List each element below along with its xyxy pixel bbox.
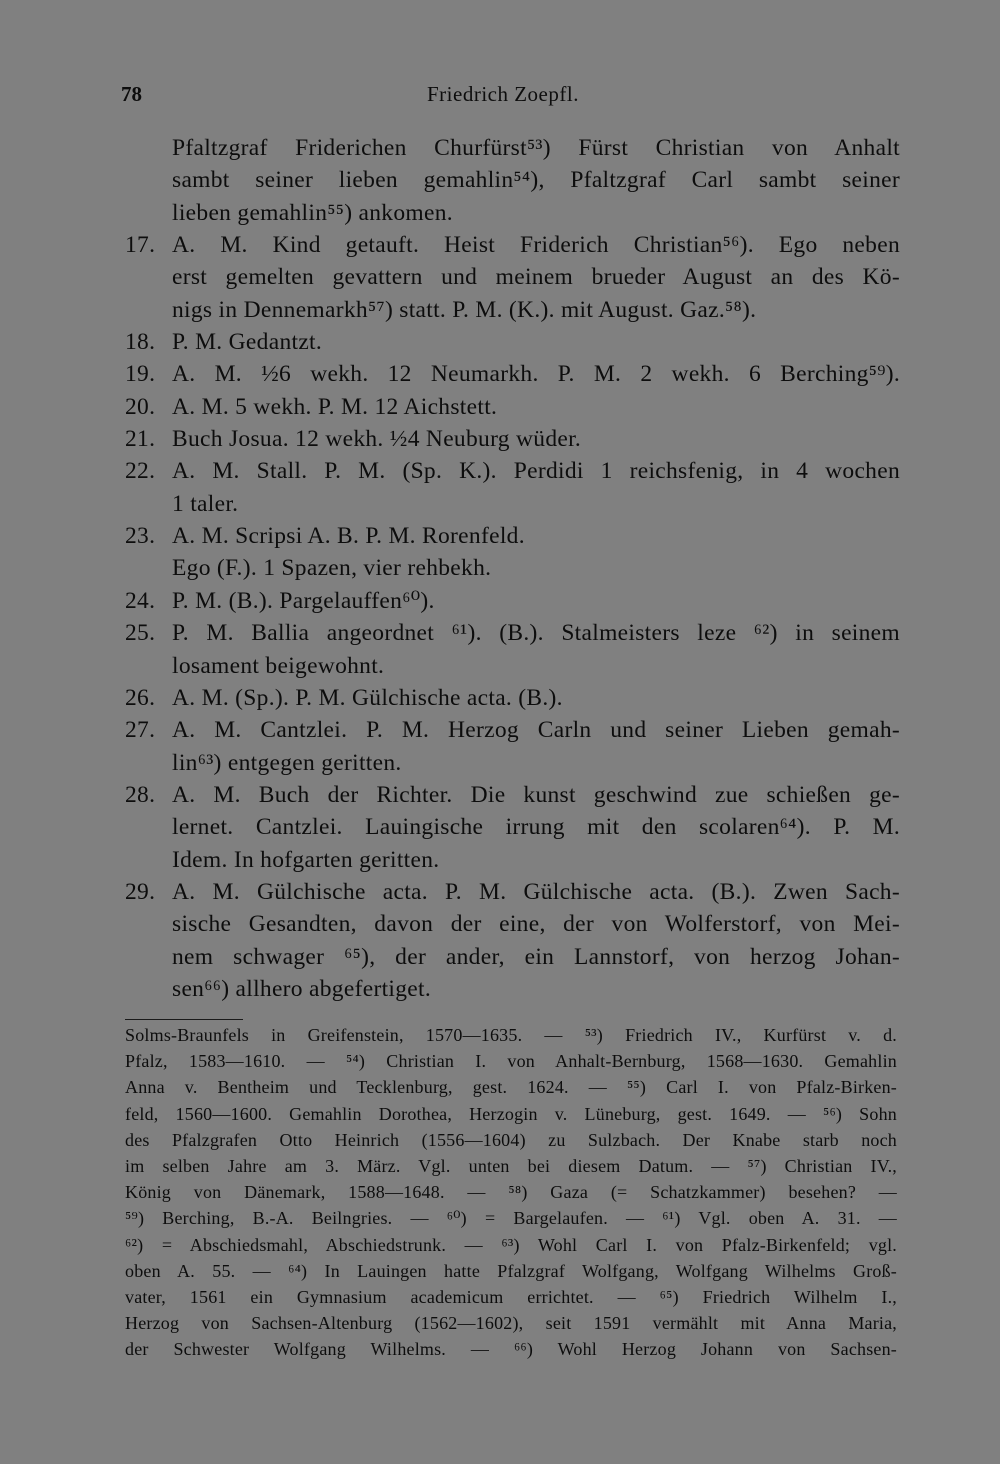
text-line: [125, 650, 900, 682]
footnote-rule: [125, 1019, 243, 1020]
footnote-line: oben A. 55. — ⁶⁴) In Lauingen hatte Pfalzgraf Wolfgang, Wolfgang Wilhelms Groß-: [125, 1260, 897, 1281]
footnotes: [125, 1022, 897, 1362]
line-text: A. M. Scripsi A. B. P. M. Rorenfeld.: [172, 523, 525, 550]
entry-day-number: 24.: [125, 587, 156, 614]
text-line: [125, 455, 900, 487]
line-text: lin⁶³) entgegen geritten.: [172, 749, 402, 776]
text-line: [125, 423, 900, 455]
entry-day-number: 18.: [125, 329, 156, 356]
footnote-line: Anna v. Bentheim und Tecklenburg, gest. 1624. — ⁵⁵) Carl I. von Pfalz-Birken-: [125, 1077, 897, 1098]
text-line: [125, 391, 900, 423]
footnote-line: ⁶²) = Abschiedsmahl, Abschiedstrunk. — ⁶³) Wohl Carl I. von Pfalz-Birkenfeld; vgl.: [125, 1234, 897, 1255]
line-text: Buch Josua. 12 wekh. ½4 Neuburg wüder.: [172, 426, 582, 453]
text-line: [125, 326, 900, 358]
line-text: A. M. Buch der Richter. Die kunst geschwind zue schießen ge-: [172, 781, 900, 808]
line-text: sische Gesandten, davon der eine, der von Wolferstorf, von Mei-: [172, 911, 900, 938]
footnote-line: Solms-Braunfels in Greifenstein, 1570—1635. — ⁵³) Friedrich IV., Kurfürst v. d.: [125, 1025, 897, 1045]
line-text: lieben gemahlin⁵⁵) ankomen.: [172, 199, 453, 226]
line-text: lernet. Cantzlei. Lauingische irrung mit den scolaren⁶⁴). P. M.: [172, 814, 900, 841]
text-line: [125, 779, 900, 811]
line-text: A. M. Cantzlei. P. M. Herzog Carln und seiner Lieben gemah-: [172, 717, 900, 744]
text-line: [125, 844, 900, 876]
text-line: [125, 617, 900, 649]
text-line: [125, 941, 900, 973]
line-text: P. M. Gedantzt.: [172, 329, 323, 356]
line-text: sambt seiner lieben gemahlin⁵⁴), Pfaltzgraf Carl sambt seiner: [172, 167, 900, 194]
footnote-line: vater, 1561 ein Gymnasium academicum errichtet. — ⁶⁵) Friedrich Wilhelm I.,: [125, 1286, 897, 1307]
footnote-line: feld, 1560—1600. Gemahlin Dorothea, Herzogin v. Lüneburg, gest. 1649. — ⁵⁶) Sohn: [125, 1103, 897, 1124]
line-text: erst gemelten gevattern und meinem brueder August an des Kö-: [172, 264, 900, 291]
text-line: [125, 585, 900, 617]
text-line: [125, 811, 900, 843]
entry-day-number: 20.: [125, 393, 156, 420]
line-text: A. M. (Sp.). P. M. Gülchische acta. (B.).: [172, 684, 563, 711]
line-text: Idem. In hofgarten geritten.: [172, 846, 440, 873]
entry-day-number: 17.: [125, 232, 156, 259]
line-text: P. M. Ballia angeordnet ⁶¹). (B.). Stalmeisters leze ⁶²) in seinem: [172, 620, 900, 647]
line-text: Pfaltzgraf Friderichen Churfürst⁵³) Fürst Christian von Anhalt: [172, 135, 900, 161]
text-line: [125, 197, 900, 229]
text-line: [125, 714, 900, 746]
line-text: nem schwager ⁶⁵), der ander, ein Lannstorf, von herzog Johan-: [172, 943, 900, 970]
entry-day-number: 26.: [125, 684, 156, 711]
text-line: [125, 358, 900, 390]
line-text: losament beigewohnt.: [172, 652, 385, 679]
line-text: A. M. ½6 wekh. 12 Neumarkh. P. M. 2 wekh. 6 Berching⁵⁹).: [172, 361, 900, 388]
line-text: A. M. Gülchische acta. P. M. Gülchische acta. (B.). Zwen Sach-: [172, 878, 900, 905]
page-header: [0, 82, 1000, 112]
text-line: [125, 973, 900, 1005]
text-line: [125, 908, 900, 940]
text-line: [125, 261, 900, 293]
entry-day-number: 25.: [125, 620, 156, 647]
line-text: sen⁶⁶) allhero abgefertiget.: [172, 975, 432, 1002]
text-line: [125, 682, 900, 714]
footnote-line: Herzog von Sachsen-Altenburg (1562—1602), seit 1591 vermählt mit Anna Maria,: [125, 1313, 897, 1334]
footnote-line: im selben Jahre am 3. März. Vgl. unten bei diesem Datum. — ⁵⁷) Christian IV.,: [125, 1155, 897, 1176]
entry-day-number: 28.: [125, 781, 156, 808]
footnote-line: des Pfalzgrafen Otto Heinrich (1556—1604) zu Sulzbach. Der Knabe starb noch: [125, 1129, 897, 1150]
running-title: Friedrich Zoepfl.: [427, 82, 579, 106]
text-line: [125, 164, 900, 196]
text-line: [125, 520, 900, 552]
line-text: P. M. (B.). Pargelauffen⁶⁰).: [172, 587, 435, 614]
text-line: [125, 747, 900, 779]
text-line: [125, 876, 900, 908]
text-line: [125, 132, 900, 164]
footnote-line: Pfalz, 1583—1610. — ⁵⁴) Christian I. von Anhalt-Bernburg, 1568—1630. Gemahlin: [125, 1051, 897, 1072]
line-text: Ego (F.). 1 Spazen, vier rehbekh.: [172, 555, 492, 582]
text-line: [125, 294, 900, 326]
page-number: 78: [121, 82, 142, 106]
footnote-line: der Schwester Wolfgang Wilhelms. — ⁶⁶) Wohl Herzog Johann von Sachsen-: [125, 1339, 897, 1360]
line-text: A. M. Kind getauft. Heist Friderich Christian⁵⁶). Ego neben: [172, 232, 900, 259]
text-line: [125, 229, 900, 261]
line-text: nigs in Dennemarkh⁵⁷) statt. P. M. (K.). mit August. Gaz.⁵⁸).: [172, 296, 757, 323]
entry-day-number: 27.: [125, 717, 156, 744]
entry-day-number: 19.: [125, 361, 156, 388]
text-line: [125, 552, 900, 584]
entry-day-number: 29.: [125, 878, 156, 905]
line-text: 1 taler.: [172, 490, 239, 517]
text-line: [125, 488, 900, 520]
entry-day-number: 23.: [125, 523, 156, 550]
line-text: A. M. Stall. P. M. (Sp. K.). Perdidi 1 reichsfenig, in 4 wochen: [172, 458, 900, 485]
entry-day-number: 22.: [125, 458, 156, 485]
footnote-line: ⁵⁹) Berching, B.-A. Beilngries. — ⁶⁰) = Bargelaufen. — ⁶¹) Vgl. oben A. 31. —: [125, 1208, 897, 1229]
footnote-line: König von Dänemark, 1588—1648. — ⁵⁸) Gaza (= Schatzkammer) besehen? —: [125, 1182, 897, 1203]
diary-entries: [125, 132, 900, 1005]
entry-day-number: 21.: [125, 426, 156, 453]
line-text: A. M. 5 wekh. P. M. 12 Aichstett.: [172, 393, 498, 420]
